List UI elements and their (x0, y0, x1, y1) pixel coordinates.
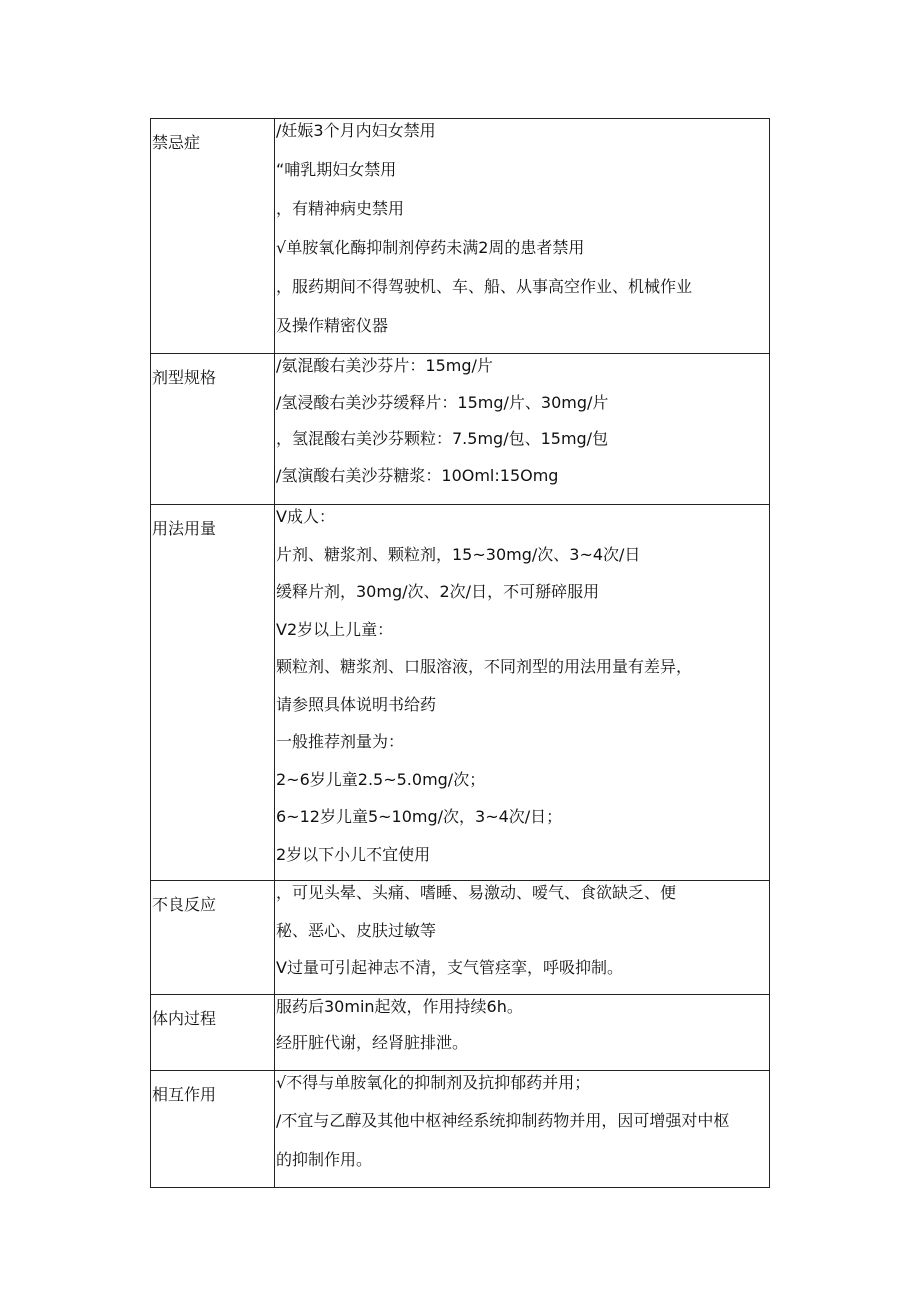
content-line: /氢浸酸右美沙芬缓释片：15mg/片、30mg/片 (276, 392, 609, 412)
content-line: ，氢混酸右美沙芬颗粒：7.5mg/包、15mg/包 (276, 429, 609, 448)
row-content-cell (275, 1070, 770, 1187)
content-line: 2~6岁儿童2.5~5.0mg/次； (276, 769, 486, 789)
row-contraindications (151, 119, 770, 354)
row-content-cell (275, 354, 770, 505)
content-line: 秘、恶心、皮肤过敏等 (276, 920, 437, 940)
row-label: 体内过程 (152, 1008, 217, 1028)
row-label-cell (151, 354, 275, 505)
row-usage-dosage (151, 505, 770, 881)
content-line: V2岁以上儿童： (276, 619, 394, 639)
content-line: √单胺氧化酶抑制剂停药未满2周的患者禁用 (276, 238, 585, 257)
row-label-cell (151, 881, 275, 995)
row-dosage-forms (151, 354, 770, 505)
content-line: 6~12岁儿童5~10mg/次，3~4次/日； (276, 807, 563, 826)
content-line: /氢演酸右美沙芬糖浆：10Oml:15Omg (276, 465, 559, 485)
content-line: 一般推荐剂量为： (276, 732, 405, 751)
row-label-cell (151, 994, 275, 1070)
content-line: 请参照具体说明书给药 (276, 694, 437, 714)
row-label: 用法用量 (152, 519, 217, 538)
content-line: V成人： (276, 507, 335, 526)
content-line: √不得与单胺氧化的抑制剂及抗抑郁药并用； (276, 1072, 591, 1092)
row-label-cell (151, 1070, 275, 1187)
content-line: /不宜与乙醇及其他中枢神经系统抑制药物并用，因可增强对中枢 (276, 1111, 730, 1130)
row-label: 相互作用 (152, 1084, 217, 1104)
content-line: ，有精神病史禁用 (276, 199, 405, 218)
content-line: /氨混酸右美沙芬片：15mg/片 (276, 356, 493, 375)
row-content-cell (275, 881, 770, 995)
drug-info-table (150, 118, 770, 1188)
row-content-cell (275, 119, 770, 354)
content-line: “哺乳期妇女禁用 (276, 160, 397, 179)
content-line: 及操作精密仪器 (276, 316, 389, 335)
row-label: 禁忌症 (152, 133, 201, 152)
content-line: ，可见头晕、头痛、嗜睡、易激动、嗳气、食欲缺乏、便 (276, 883, 677, 902)
content-line: 的抑制作用。 (276, 1149, 373, 1169)
row-interactions (151, 1070, 770, 1187)
content-line: 片剂、糖浆剂、颗粒剂，15~30mg/次、3~4次/日 (276, 544, 641, 564)
row-pharmacokinetics (151, 994, 770, 1070)
content-line: 经肝脏代谢，经肾脏排泄。 (276, 1033, 469, 1052)
row-content-cell (275, 994, 770, 1070)
row-label: 不良反应 (152, 895, 217, 914)
content-line: ，服药期间不得驾驶机、车、船、从事高空作业、机械作业 (276, 277, 693, 296)
content-line: /妊娠3个月内妇女禁用 (276, 121, 436, 140)
content-line: 2岁以下小儿不宜使用 (276, 844, 431, 864)
row-label-cell (151, 119, 275, 354)
content-line: V过量可引起神志不清，支气管痉挛，呼吸抑制。 (276, 958, 623, 977)
content-line: 颗粒剂、糖浆剂、口服溶液，不同剂型的用法用量有差异， (276, 657, 693, 676)
row-label: 剂型规格 (152, 368, 217, 387)
row-adverse-reactions (151, 881, 770, 995)
content-line: 缓释片剂，30mg/次、2次/日，不可掰碎服用 (276, 582, 600, 601)
row-content-cell (275, 505, 770, 881)
content-line: 服药后30min起效，作用持续6h。 (276, 996, 523, 1016)
row-label-cell (151, 505, 275, 881)
